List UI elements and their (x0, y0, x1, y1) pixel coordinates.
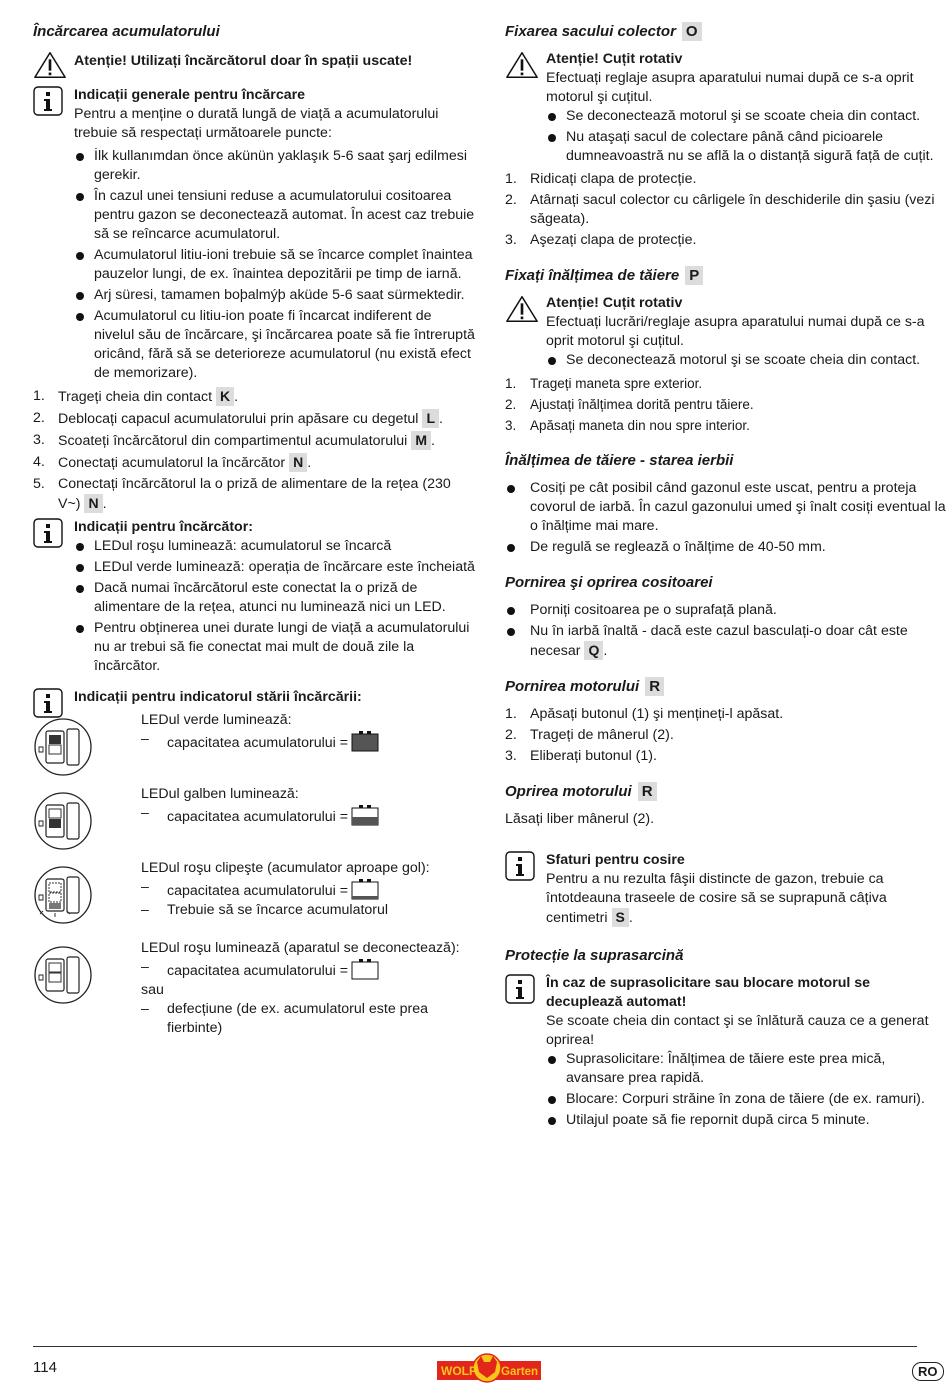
info-bullet-list (546, 1050, 947, 1130)
start-stop-list (505, 601, 947, 661)
info-text: Pentru a nu rezulta fâşii distincte de gazon, trebuie ca întotdeauna traseele de cosire să se suprapună câțiva centimetri (546, 871, 887, 926)
list-item: Dacă numai încărcătorul este conectat la o priză de alimentare de la rețea, atunci nu luminează nici un LED. (74, 579, 475, 617)
info-title: Indicații pentru indicatorul stării încărcării: (74, 689, 362, 705)
section-title-start-stop: Pornirea şi oprirea cositoarei (505, 574, 713, 591)
list-item: Cosiți pe cât posibil când gazonul este uscat, pentru a proteja covorul de iarbă. În cazul gazonului umed şi înalt cosiți eventual la o înălțime mai mare. (505, 479, 947, 536)
start-motor-steps (505, 705, 947, 766)
led-state-red-blinking (33, 859, 475, 925)
list-item: Porniți cositoarea pe o suprafață plană. (505, 601, 947, 620)
warning-dry-rooms (33, 50, 475, 82)
charge-indicator-green-icon (33, 717, 93, 777)
led-state-green (33, 711, 475, 777)
list-item: Nu ataşați sacul de colectare până când picioarele dumneavoastră nu se află la o distanță sigură față de cuțit. (546, 128, 947, 166)
list-item: Utilajul poate să fie repornit după circa 5 minute. (546, 1111, 947, 1130)
charge-indicator-red-icon (33, 945, 93, 1005)
list-item: Acumulatorul cu litiu-ion poate fi încarcat indiferent de nivelul său de încărcare, şi încărcarea poate să fie întreruptă oricând, fără să se deterioreze acumulatorul (nu există efect de memorizare). (74, 307, 475, 383)
led-heading: LEDul roşu clipeşte (acumulator aproape gol): (141, 860, 430, 876)
list-item: Se deconectează motorul şi se scoate cheia din contact. (546, 351, 947, 370)
cutting-height-steps (505, 374, 947, 435)
info-text: Se scoate cheia din contact şi se înlătură cauza ce a generat oprirea! (546, 1013, 929, 1048)
list-item: Arj süresi, tamamen boþalmýþ aküde 5-6 saat sürmektedir. (74, 286, 475, 305)
list-item: 1. Trageți cheia din contact K . (33, 388, 239, 405)
led-heading: LEDul galben luminează: (141, 786, 299, 802)
info-icon (505, 851, 535, 881)
section-title-cutting-height: Fixați înălțimea de tăiere P (505, 266, 947, 286)
list-item: İlk kullanımdan önce akünün yaklaşık 5-6 saat şarj edilmesi gerekir. (74, 147, 475, 185)
warning-bullet-list (546, 107, 947, 166)
warning-rotating-blade (505, 50, 947, 166)
section-title-overload: Protecție la suprasarcină (505, 947, 684, 964)
grass-bag-steps (505, 170, 947, 250)
warning-text: Efectuați lucrări/reglaje asupra aparatului numai după ce s-a oprit motorul şi cuțitul. (546, 314, 925, 349)
list-item: 5. Conectați încărcătorul la o priză de alimentare de la rețea (230 V~) N . (33, 476, 451, 512)
led-or: sau (141, 982, 164, 998)
warning-icon (33, 50, 67, 80)
section-title-start-motor: Pornirea motorului R (505, 677, 947, 697)
left-column (33, 22, 475, 1038)
language-badge: RO (912, 1362, 944, 1381)
battery-empty-icon (351, 958, 379, 980)
led-state-red (33, 939, 475, 1038)
section-title-stop-motor: Oprirea motorului R (505, 782, 947, 802)
battery-full-icon (351, 730, 379, 752)
info-title: Sfaturi pentru cosire (546, 852, 685, 868)
figure-key: M (411, 431, 431, 450)
charging-steps (33, 387, 475, 514)
info-overload (505, 974, 947, 1130)
info-general-charging (33, 86, 475, 383)
info-icon (505, 974, 535, 1004)
warning-icon (505, 294, 539, 324)
list-item: Nu în iarbă înaltă - dacă este cazul basculați-o doar cât este necesar Q . (505, 622, 947, 661)
figure-key: R (645, 677, 664, 696)
list-item: LEDul verde luminează: operația de încărcare este încheiată (74, 558, 475, 577)
warning-title: Atenție! Cuțit rotativ (546, 295, 683, 311)
charge-indicator-yellow-icon (33, 791, 93, 851)
led-heading: LEDul verde luminează: (141, 712, 292, 728)
section-title-charging: Încărcarea acumulatorului (33, 23, 220, 40)
warning-text: Efectuați reglaje asupra aparatului numai după ce s-a oprit motorul şi cuțitul. (546, 70, 914, 105)
list-item: 2. Atârnați sacul colector cu cârligele în deschiderile din şasiu (vezi săgeata). (505, 192, 935, 227)
figure-key: O (682, 22, 702, 41)
led-state-yellow (33, 785, 475, 851)
info-title: Indicații generale pentru încărcare (74, 87, 306, 103)
led-line: capacitatea acumulatorului = (167, 963, 349, 979)
section-title-height-grass: Înălțimea de tăiere - starea ierbii (505, 452, 734, 469)
list-item: 3. Aşezați clapa de protecție. (505, 232, 697, 248)
figure-key: S (612, 908, 629, 927)
list-item: Suprasolicitare: Înălțimea de tăiere este prea mică, avansare prea rapidă. (546, 1050, 947, 1088)
led-line: capacitatea acumulatorului = (167, 883, 349, 899)
list-item: 1. Trageți maneta spre exterior. (505, 376, 703, 391)
info-bullet-list (74, 147, 475, 383)
section-title-grass-bag: Fixarea sacului colector O (505, 22, 947, 42)
logo-text-left: WOLF (441, 1364, 477, 1378)
list-item: LEDul roşu luminează: acumulatorul se încarcă (74, 537, 475, 556)
led-line: – defecțiune (de ex. acumulatorul este prea fierbinte) (141, 1000, 475, 1038)
figure-key: L (422, 409, 439, 428)
figure-key: K (216, 387, 234, 406)
info-bullet-list (74, 537, 475, 676)
logo-text-right: Garten (501, 1366, 539, 1378)
figure-key: Q (584, 641, 603, 660)
figure-key: N (289, 453, 307, 472)
info-icon (33, 86, 63, 116)
figure-key: R (638, 782, 657, 801)
charge-indicator-red-blinking-icon (33, 865, 93, 925)
info-title: În caz de suprasolicitare sau blocare motorul se decuplează automat! (546, 975, 871, 1010)
battery-low-icon (351, 878, 379, 900)
list-item: Blocare: Corpuri străine în zona de tăiere (de ex. ramuri). (546, 1090, 947, 1109)
list-item: 1. Apăsați butonul (1) şi mențineți-l apăsat. (505, 706, 784, 722)
warning-title: Atenție! Cuțit rotativ (546, 51, 683, 67)
info-icon (33, 518, 63, 548)
list-item: De regulă se reglează o înălțime de 40-50 mm. (505, 538, 947, 557)
list-item: Se deconectează motorul şi se scoate cheia din contact. (546, 107, 947, 126)
info-charger (33, 518, 475, 676)
right-column (505, 22, 947, 1134)
stop-motor-text: Lăsați liber mânerul (2). (505, 811, 655, 827)
warning-bullet-list (546, 351, 947, 370)
info-charge-indicator (33, 688, 475, 707)
led-line: capacitatea acumulatorului = (167, 809, 349, 825)
warning-text: Atenție! Utilizați încărcătorul doar în spații uscate! (74, 53, 413, 69)
list-item: 1. Ridicați clapa de protecție. (505, 171, 697, 187)
page-number: 114 (33, 1359, 57, 1376)
list-item: 3. Scoateți încărcătorul din compartimentul acumulatorului M . (33, 432, 435, 449)
list-item: Pentru obținerea unei durate lungi de viață a acumulatorului nu ar trebui să fie conectat mai mult de două zile la încărcător. (74, 619, 475, 676)
warning-rotating-blade (505, 294, 947, 370)
wolf-garten-logo (437, 1352, 541, 1384)
list-item: 3. Eliberați butonul (1). (505, 748, 657, 764)
led-line: – Trebuie să se încarce acumulatorul (141, 901, 475, 920)
list-item: În cazul unei tensiuni reduse a acumulatorului cositoarea pentru gazon se deconectează automat. În acest caz trebuie să se reîncarce acumulatorul. (74, 187, 475, 244)
list-item: 2. Deblocați capacul acumulatorului prin apăsare cu degetul L . (33, 410, 443, 427)
footer-rule (33, 1346, 917, 1347)
figure-key: N (84, 494, 102, 513)
list-item: 2. Trageți de mânerul (2). (505, 727, 674, 743)
figure-key: P (685, 266, 703, 285)
warning-icon (505, 50, 539, 80)
info-mowing-tips: Sfaturi pentru cosire Pentru a nu rezulta fâşii distincte de gazon, trebuie ca întotdeauna traseele de cosire să se suprapună câțiva centimetri S . (505, 851, 947, 928)
list-item: Acumulatorul litiu-ioni trebuie să se încarce complet înaintea pauzelor lungi, de ex. înaintea depozitării pe timp de iarnă. (74, 246, 475, 284)
list-item: 4. Conectați acumulatorul la încărcător N . (33, 454, 312, 471)
battery-half-icon (351, 804, 379, 826)
info-text: Pentru a menține o durată lungă de viață a acumulatorului trebuie să respectați următoarele puncte: (74, 106, 439, 141)
height-grass-list (505, 479, 947, 557)
led-heading: LEDul roşu luminează (aparatul se deconectează): (141, 940, 460, 956)
led-line: capacitatea acumulatorului = (167, 735, 349, 751)
info-title: Indicații pentru încărcător: (74, 519, 253, 535)
list-item: 3. Apăsați maneta din nou spre interior. (505, 418, 750, 433)
list-item: 2. Ajustați înălțimea dorită pentru tăiere. (505, 397, 754, 412)
